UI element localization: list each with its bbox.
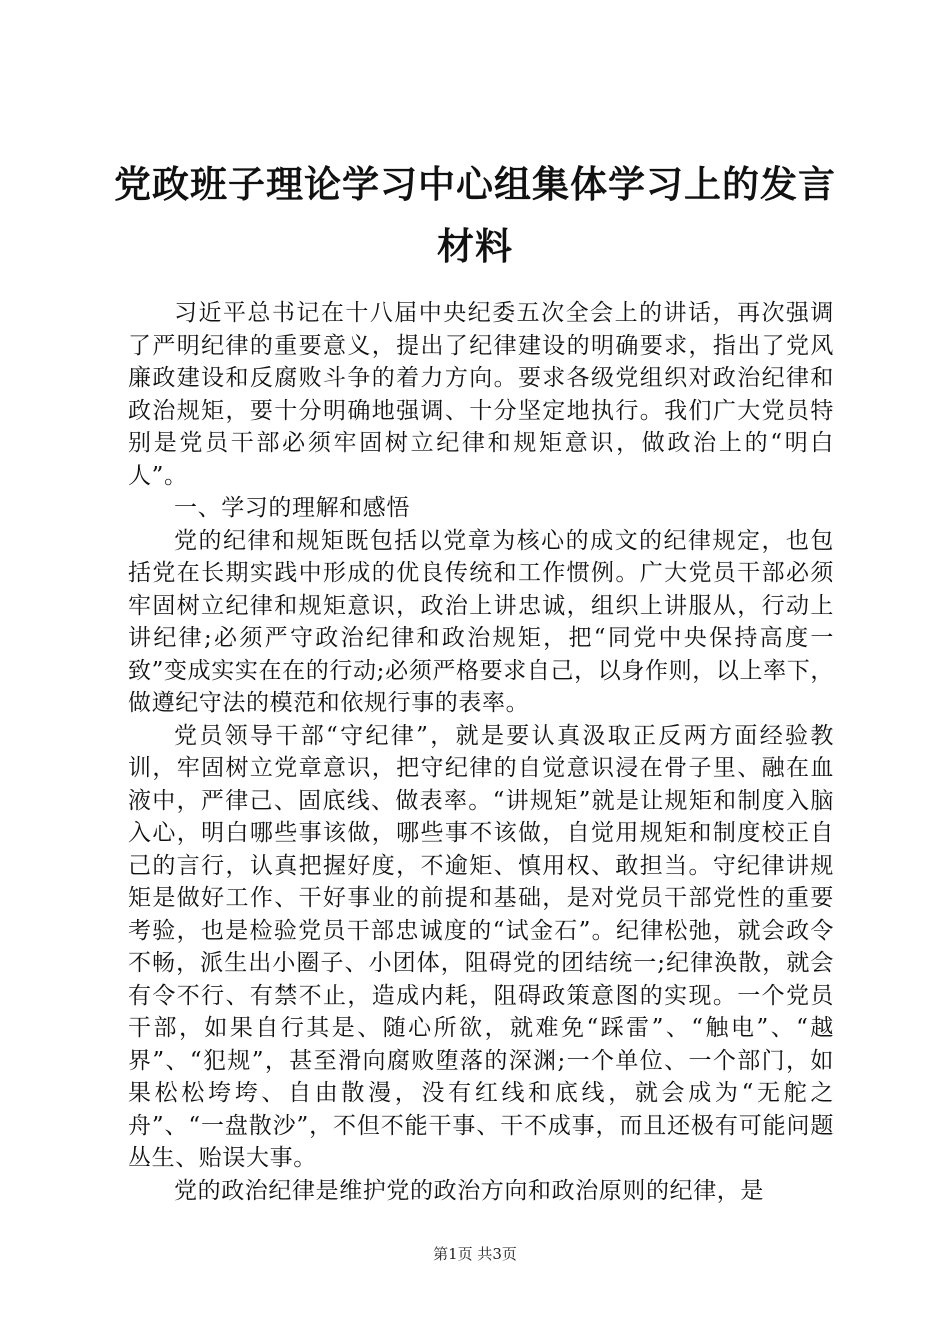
- section-heading: 一、学习的理解和感悟: [174, 495, 410, 521]
- document-body: [128, 297, 834, 1207]
- intro-paragraph: 习近平总书记在十八届中央纪委五次全会上的讲话，再次强调了严明纪律的重要意义，提出了纪律建设的明确要求，指出了党风廉政建设和反腐败斗争的着力方向。要求各级党组织对政治纪律和政治规矩，要十分明确地强调、十分坚定地执行。我们广大党员特别是党员干部必须牢固树立纪律和规矩意识，做政治上的“明白人”。: [128, 300, 834, 489]
- section-paragraph-1: 党的纪律和规矩既包括以党章为核心的成文的纪律规定，也包括党在长期实践中形成的优良传统和工作惯例。广大党员干部必须牢固树立纪律和规矩意识，政治上讲忠诚，组织上讲服从，行动上讲纪律;必须严守政治纪律和政治规矩，把“同党中央保持高度一致”变成实实在在的行动;必须严格要求自己，以身作则，以上率下，做遵纪守法的模范和依规行事的表率。: [128, 527, 834, 716]
- document-title: 党政班子理论学习中心组集体学习上的发言材料: [114, 163, 836, 268]
- page-number-footer: 第1页 共3页: [433, 1245, 517, 1263]
- section-paragraph-3: 党的政治纪律是维护党的政治方向和政治原则的纪律，是: [174, 1177, 764, 1204]
- section-paragraph-2: 党员领导干部“守纪律”，就是要认真汲取正反两方面经验教训，牢固树立党章意识，把守纪律的自觉意识浸在骨子里、融在血液中，严律己、固底线、做表率。“讲规矩”就是让规矩和制度入脑入心，明白哪些事该做，哪些事不该做，自觉用规矩和制度校正自己的言行，认真把握好度，不逾矩、慎用权、敢担当。守纪律讲规矩是做好工作、干好事业的前提和基础，是对党员干部党性的重要考验，也是检验党员干部忠诚度的“试金石”。纪律松弛，就会政令不畅，派生出小圈子、小团体，阻碍党的团结统一;纪律涣散，就会有令不行、有禁不止，造成内耗，阻碍政策意图的实现。一个党员干部，如果自行其是、随心所欲，就难免“踩雷”、“触电”、“越界”、“犯规”，甚至滑向腐败堕落的深渊;一个单位、一个部门，如果松松垮垮、自由散漫，没有红线和底线，就会成为“无舵之舟”、“一盘散沙”，不但不能干事、干不成事，而且还极有可能问题丛生、贻误大事。: [128, 722, 834, 1171]
